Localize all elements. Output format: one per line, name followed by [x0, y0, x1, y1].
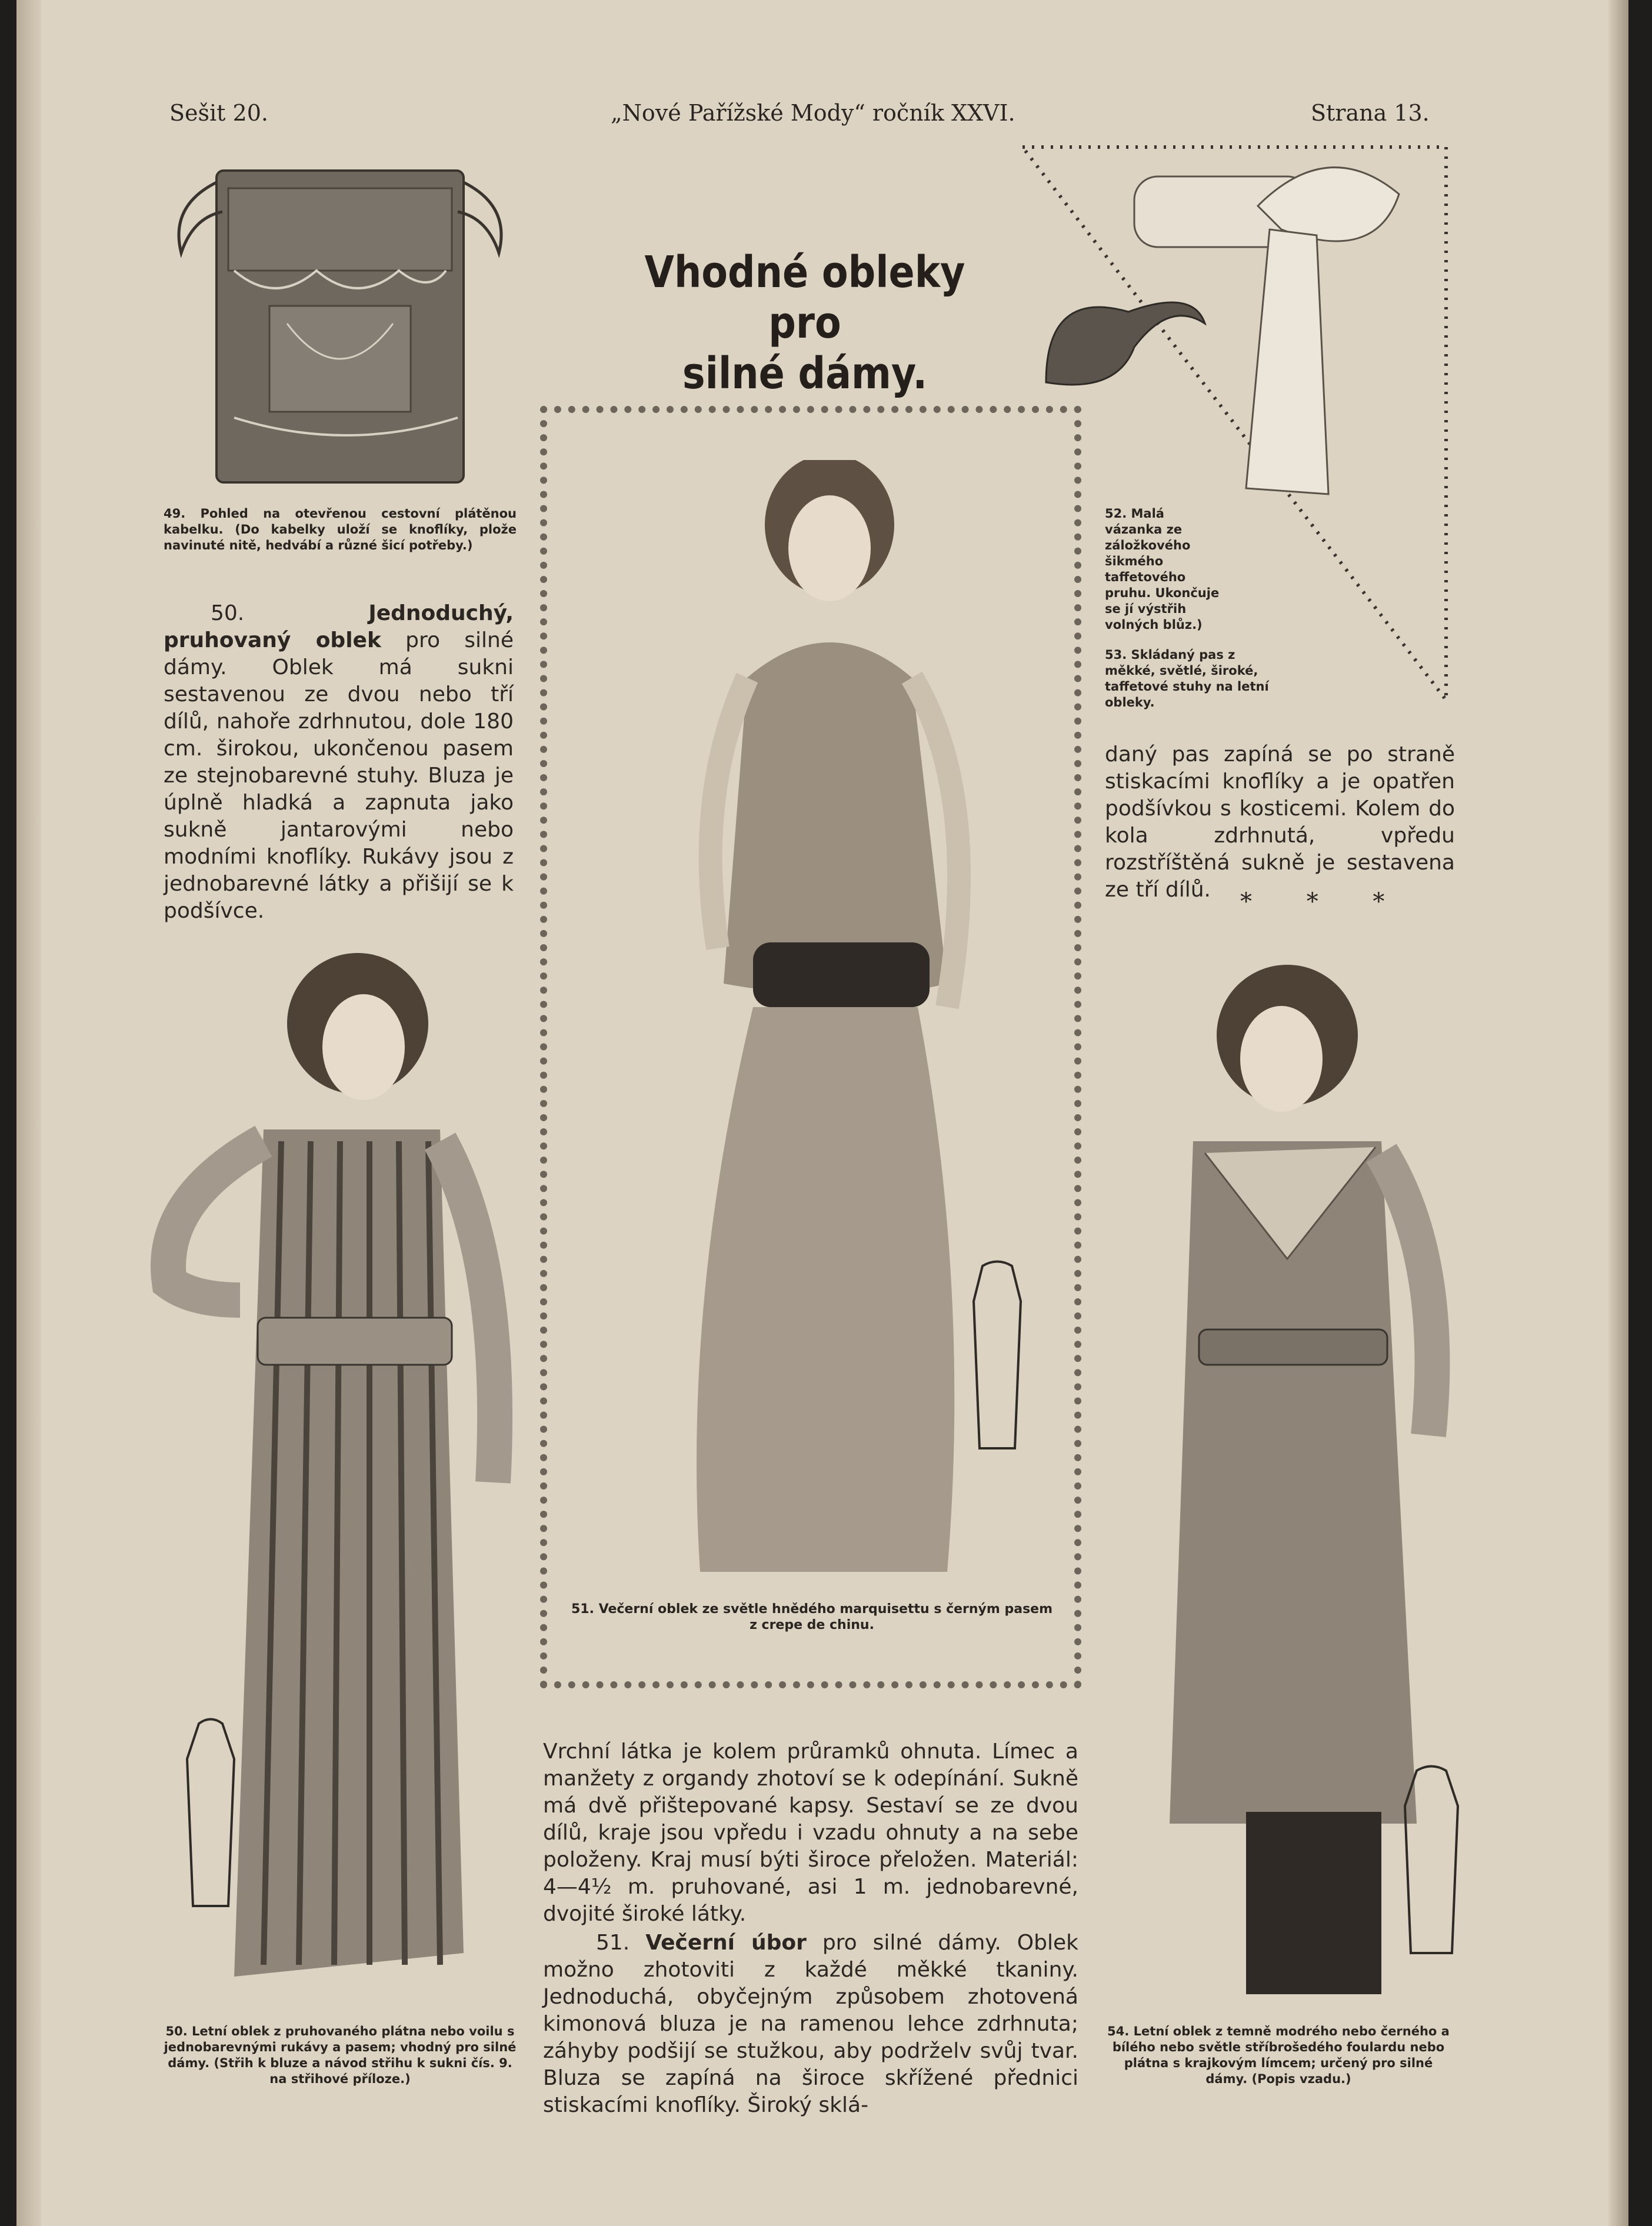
sketch-51	[959, 1254, 1035, 1454]
caption-52: 52. Malá vázanka ze záložkového šikmého taffetového pruhu. Ukončuje se jí výstřih volných blůz.)	[1105, 506, 1220, 632]
page-title-line2: silné dámy.	[682, 348, 928, 399]
paragraph-51-heading: Večerní úbor	[645, 1931, 807, 1955]
section-stars: * * *	[1240, 888, 1408, 915]
magazine-page	[16, 0, 1628, 2226]
caption-53: 53. Skládaný pas z měkké, světlé, široké, taffetové stuhy na letní obleky.	[1105, 648, 1269, 709]
page-gutter-right	[1608, 0, 1628, 2226]
caption-51: 51. Večerní oblek ze světle hnědého marquisettu s černým pasem z crepe de chinu.	[571, 1602, 1053, 1632]
page-title-line1: Vhodné obleky pro	[644, 247, 965, 348]
text-paragraph-right: daný pas zapíná se po straně stiskacími knoflíky a je opatřen podšívkou s kosticemi. Kolem do kola zdrhnutá, vpředu rozstříštěná sukně je sestavena ze tří dílů.	[1105, 742, 1455, 902]
text-paragraph-50	[164, 600, 514, 925]
paragraph-51-body: pro silné dámy. Oblek možno zhotoviti z každé měkké tkaniny. Jednoduchá, obyčejným způsobem zhotovená kimonová bluza je na ramenou lehce zdrhnuta; záhyby podšijí se stužkou, aby podrželv svůj tvar. Bluza se zapíná na široce skřížené přednici stiskacími knoflíky. Široký sklá-	[543, 1931, 1078, 2117]
header-page-number: Strana 13.	[1311, 100, 1430, 126]
paragraph-50-number: 50.	[211, 601, 245, 625]
framed-figure-51	[540, 406, 1081, 1688]
paragraph-50-heading: Jednoduchý, pruhovaný oblek	[164, 601, 514, 652]
caption-49: 49. Pohled na otevřenou cestovní plátěnou kabelku. (Do kabelky uloží se knoflíky, plože navinuté nitě, hedvábí a různé šicí potřeby.)	[164, 506, 517, 552]
page-title	[618, 247, 991, 399]
header-magazine-title: „Nové Pařížské Mody“ ročník XXVI.	[611, 100, 1015, 126]
evening-dress-figure	[641, 460, 1006, 1595]
text-paragraph-51	[543, 1930, 1078, 2119]
page-gutter-left	[16, 0, 41, 2226]
caption-50: 50. Letní oblek z pruhovaného plátna nebo voilu s jednobarevnými rukávy a pasem; vhodný pro silné dámy. (Střih k bluze a návod střihu k sukni čís. 9. na střihové příloze.)	[164, 2024, 517, 2086]
travel-bag-illustration	[158, 159, 522, 494]
paragraph-50-body: pro silné dámy. Oblek má sukni sestavenou ze dvou nebo tří dílů, nahoře zdrhnutou, dole 180 cm. širokou, ukončenou pasem ze stejnobarevné stuhy. Bluza je úplně hladká a zapnuta jako sukně jantarovými nebo modními knoflíky. Rukávy jsou z jednobarevné látky a přišijí se k podšívce.	[164, 628, 514, 923]
text-paragraph-center: Vrchní látka je kolem průramků ohnuta. Límec a manžety z organdy zhotoví se k odepínání. Sukně má dvě přištepované kapsy. Sestaví se ze dvou dílů, kraje jsou vpředu i vzadu ohnuty a na sebe položeny. Kraj musí býti široce přeložen. Materiál: 4—4½ m. pruhované, asi 1 m. jednobarevné, dvojité široké látky.	[543, 1740, 1078, 1926]
header-issue: Sešit 20.	[169, 100, 268, 126]
sketch-54	[1393, 1759, 1470, 1959]
caption-54: 54. Letní oblek z temně modrého nebo černého a bílého nebo světle stříbrošedého foulardu nebo plátna s krajkovým límcem; určený pro silné dámy. (Popis vzadu.)	[1107, 2024, 1450, 2086]
sketch-50	[175, 1712, 246, 1912]
paragraph-51-number: 51.	[596, 1931, 630, 1955]
